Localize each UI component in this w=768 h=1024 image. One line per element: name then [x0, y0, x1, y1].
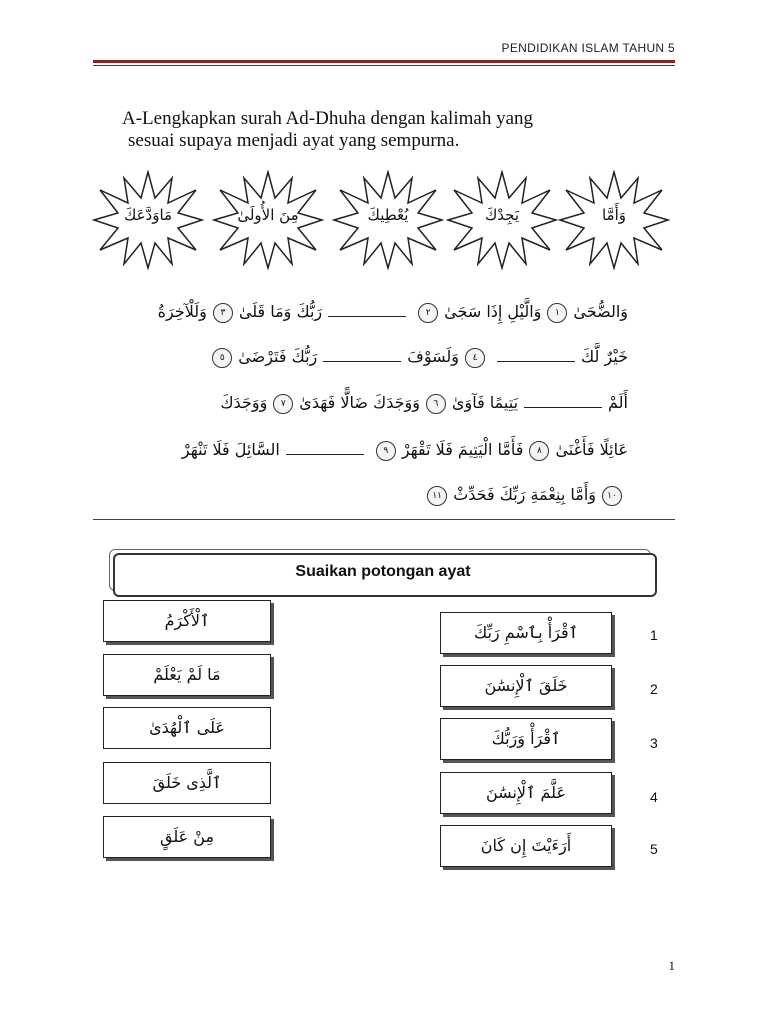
- ayat-line: [220, 393, 628, 414]
- left-fragment-4[interactable]: ٱلَّذِى خَلَقَ: [103, 762, 271, 804]
- ayah-text: وَوَجَدَكَ: [220, 393, 268, 412]
- ayah-number-marker: ٧: [273, 394, 293, 414]
- ayah-number-marker: ١: [547, 303, 567, 323]
- word-bank-item: يُعْطِيكَ: [367, 206, 409, 224]
- right-fragment-2[interactable]: خَلَقَ ٱلْإِنسَٰنَ: [440, 665, 612, 707]
- ayah-text: أَلَمْ: [608, 393, 628, 412]
- ayah-number-marker: ٣: [213, 303, 233, 323]
- ayah-text: وَلَلْآخِرَةُ: [157, 302, 207, 321]
- ayah-text: وَالضُّحَىٰ: [573, 302, 628, 321]
- word-bank-item: مِنَ الأُولَىٰ: [237, 206, 299, 224]
- match-number-3: 3: [650, 735, 658, 751]
- ayah-number-marker: ٨: [529, 441, 549, 461]
- word-bank-item: مَاوَدَّعَكَ: [123, 206, 173, 224]
- match-number-4: 4: [650, 789, 658, 805]
- word-bank-item: يَجِدْكَ: [484, 206, 520, 224]
- word-star-2: [212, 170, 324, 270]
- right-fragment-4[interactable]: عَلَّمَ ٱلْإِنسَٰنَ: [440, 772, 612, 814]
- matching-title: Suaikan potongan ayat: [295, 563, 471, 580]
- instruction-line-1: A-Lengkapkan surah Ad-Dhuha dengan kalimah yang: [122, 108, 534, 129]
- blank-field[interactable]: [286, 440, 364, 455]
- instruction-line-2: sesuai supaya menjadi ayat yang sempurna.: [128, 130, 460, 151]
- ayat-line: [182, 440, 628, 461]
- section-divider: [93, 519, 675, 520]
- word-star-4: [446, 170, 558, 270]
- ayah-text: يَتِيمًا فَآوَىٰ: [451, 393, 519, 412]
- ayah-text: وَوَجَدَكَ ضَالًّا فَهَدَىٰ: [299, 393, 420, 412]
- match-number-2: 2: [650, 681, 658, 697]
- header-title: PENDIDIKAN ISLAM TAHUN 5: [501, 41, 675, 55]
- left-fragment-2[interactable]: مَا لَمْ يَعْلَمْ: [103, 654, 271, 696]
- header-rule: [93, 60, 675, 63]
- header-rule-thin: [93, 65, 675, 66]
- right-fragment-3[interactable]: ٱقْرَأْ وَرَبُّكَ: [440, 718, 612, 760]
- ayah-text: وَأَمَّا بِنِعْمَةِ رَبِّكَ فَحَدِّثْ: [453, 485, 596, 504]
- left-fragment-1[interactable]: ٱلْأَكْرَمُ: [103, 600, 271, 642]
- word-star-5: [558, 170, 670, 270]
- ayah-number-marker: ٢: [418, 303, 438, 323]
- instruction: [122, 108, 533, 152]
- ayat-line: [421, 485, 628, 506]
- right-fragment-5[interactable]: أَرَءَيْتَ إِن كَانَ: [440, 825, 612, 867]
- ayah-text: وَالَّيْلِ إِذَا سَجَىٰ: [444, 302, 542, 321]
- blank-field[interactable]: [328, 302, 406, 317]
- ayah-text: خَيْرٌ لَّكَ: [581, 347, 628, 366]
- page-number: 1: [668, 958, 675, 973]
- ayah-text: عَائِلًا فَأَغْنَىٰ: [555, 440, 628, 459]
- ayat-line: [158, 302, 628, 323]
- ayat-line: [206, 347, 628, 368]
- blank-field[interactable]: [497, 347, 575, 362]
- left-fragment-3[interactable]: عَلَى ٱلْهُدَىٰ: [103, 707, 271, 749]
- ayah-text: رَبُّكَ وَمَا قَلَىٰ: [238, 302, 323, 321]
- ayah-number-marker: ١١: [427, 486, 447, 506]
- ayah-text: السَّائِلَ فَلَا تَنْهَرْ: [181, 440, 280, 459]
- right-fragment-1[interactable]: ٱقْرَأْ بِٱسْمِ رَبِّكَ: [440, 612, 612, 654]
- ayah-text: رَبُّكَ فَتَرْضَىٰ: [238, 347, 318, 366]
- blank-field[interactable]: [323, 347, 401, 362]
- left-fragment-5[interactable]: مِنْ عَلَقٍ: [103, 816, 271, 858]
- ayah-text: فَأَمَّا الْيَتِيمَ فَلَا تَقْهَرْ: [401, 440, 524, 459]
- ayah-number-marker: ٦: [426, 394, 446, 414]
- word-star-1: [92, 170, 204, 270]
- blank-field[interactable]: [524, 393, 602, 408]
- match-number-5: 5: [650, 841, 658, 857]
- ayah-number-marker: ٩: [376, 441, 396, 461]
- word-bank-item: وَأَمَّا: [601, 206, 627, 224]
- ayah-number-marker: ٤: [465, 348, 485, 368]
- match-number-1: 1: [650, 627, 658, 643]
- ayah-text: وَلَسَوْفَ: [407, 347, 459, 366]
- ayah-number-marker: ٥: [212, 348, 232, 368]
- ayah-number-marker: ١٠: [602, 486, 622, 506]
- word-star-3: [332, 170, 444, 270]
